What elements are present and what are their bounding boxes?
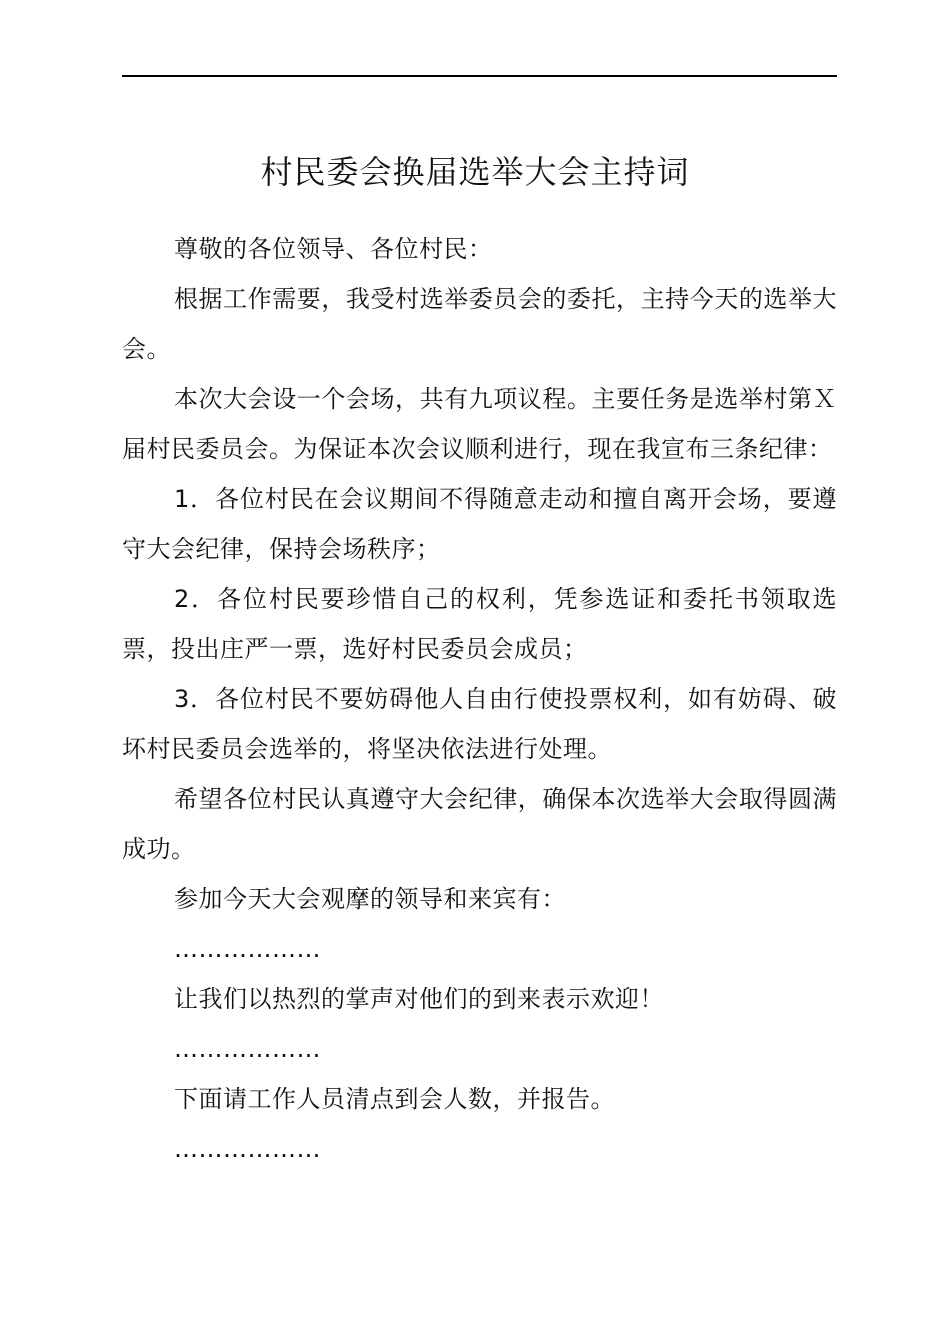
paragraph-salutation: 尊敬的各位领导、各位村民： xyxy=(174,235,493,263)
paragraph-guests: 参加今天大会观摩的领导和来宾有： xyxy=(174,885,566,913)
header-rule xyxy=(122,75,837,77)
paragraph-ellipsis-1: ……………… xyxy=(174,935,321,963)
document-body xyxy=(122,224,837,1174)
paragraph-agenda: 本次大会设一个会场，共有九项议程。主要任务是选举村第Ｘ届村民委员会。为保证本次会议顺利进行，现在我宣布三条纪律： xyxy=(122,385,837,463)
paragraph-ellipsis-3: ……………… xyxy=(174,1135,321,1163)
paragraph-ellipsis-2: ……………… xyxy=(174,1035,321,1063)
paragraph-welcome: 让我们以热烈的掌声对他们的到来表示欢迎！ xyxy=(174,985,664,1013)
paragraph-headcount: 下面请工作人员清点到会人数，并报告。 xyxy=(174,1085,615,1113)
paragraph-rule-1: 1．各位村民在会议期间不得随意走动和擅自离开会场，要遵守大会纪律，保持会场秩序； xyxy=(122,485,837,563)
paragraph-hope: 希望各位村民认真遵守大会纪律，确保本次选举大会取得圆满成功。 xyxy=(122,785,837,863)
paragraph-rule-2: 2．各位村民要珍惜自己的权利，凭参选证和委托书领取选票，投出庄严一票，选好村民委员会成员； xyxy=(122,585,837,663)
paragraph-intro: 根据工作需要，我受村选举委员会的委托，主持今天的选举大会。 xyxy=(122,285,837,363)
paragraph-rule-3: 3．各位村民不要妨碍他人自由行使投票权利，如有妨碍、破坏村民委员会选举的，将坚决依法进行处理。 xyxy=(122,685,837,763)
document-title: 村民委会换届选举大会主持词 xyxy=(260,153,690,191)
